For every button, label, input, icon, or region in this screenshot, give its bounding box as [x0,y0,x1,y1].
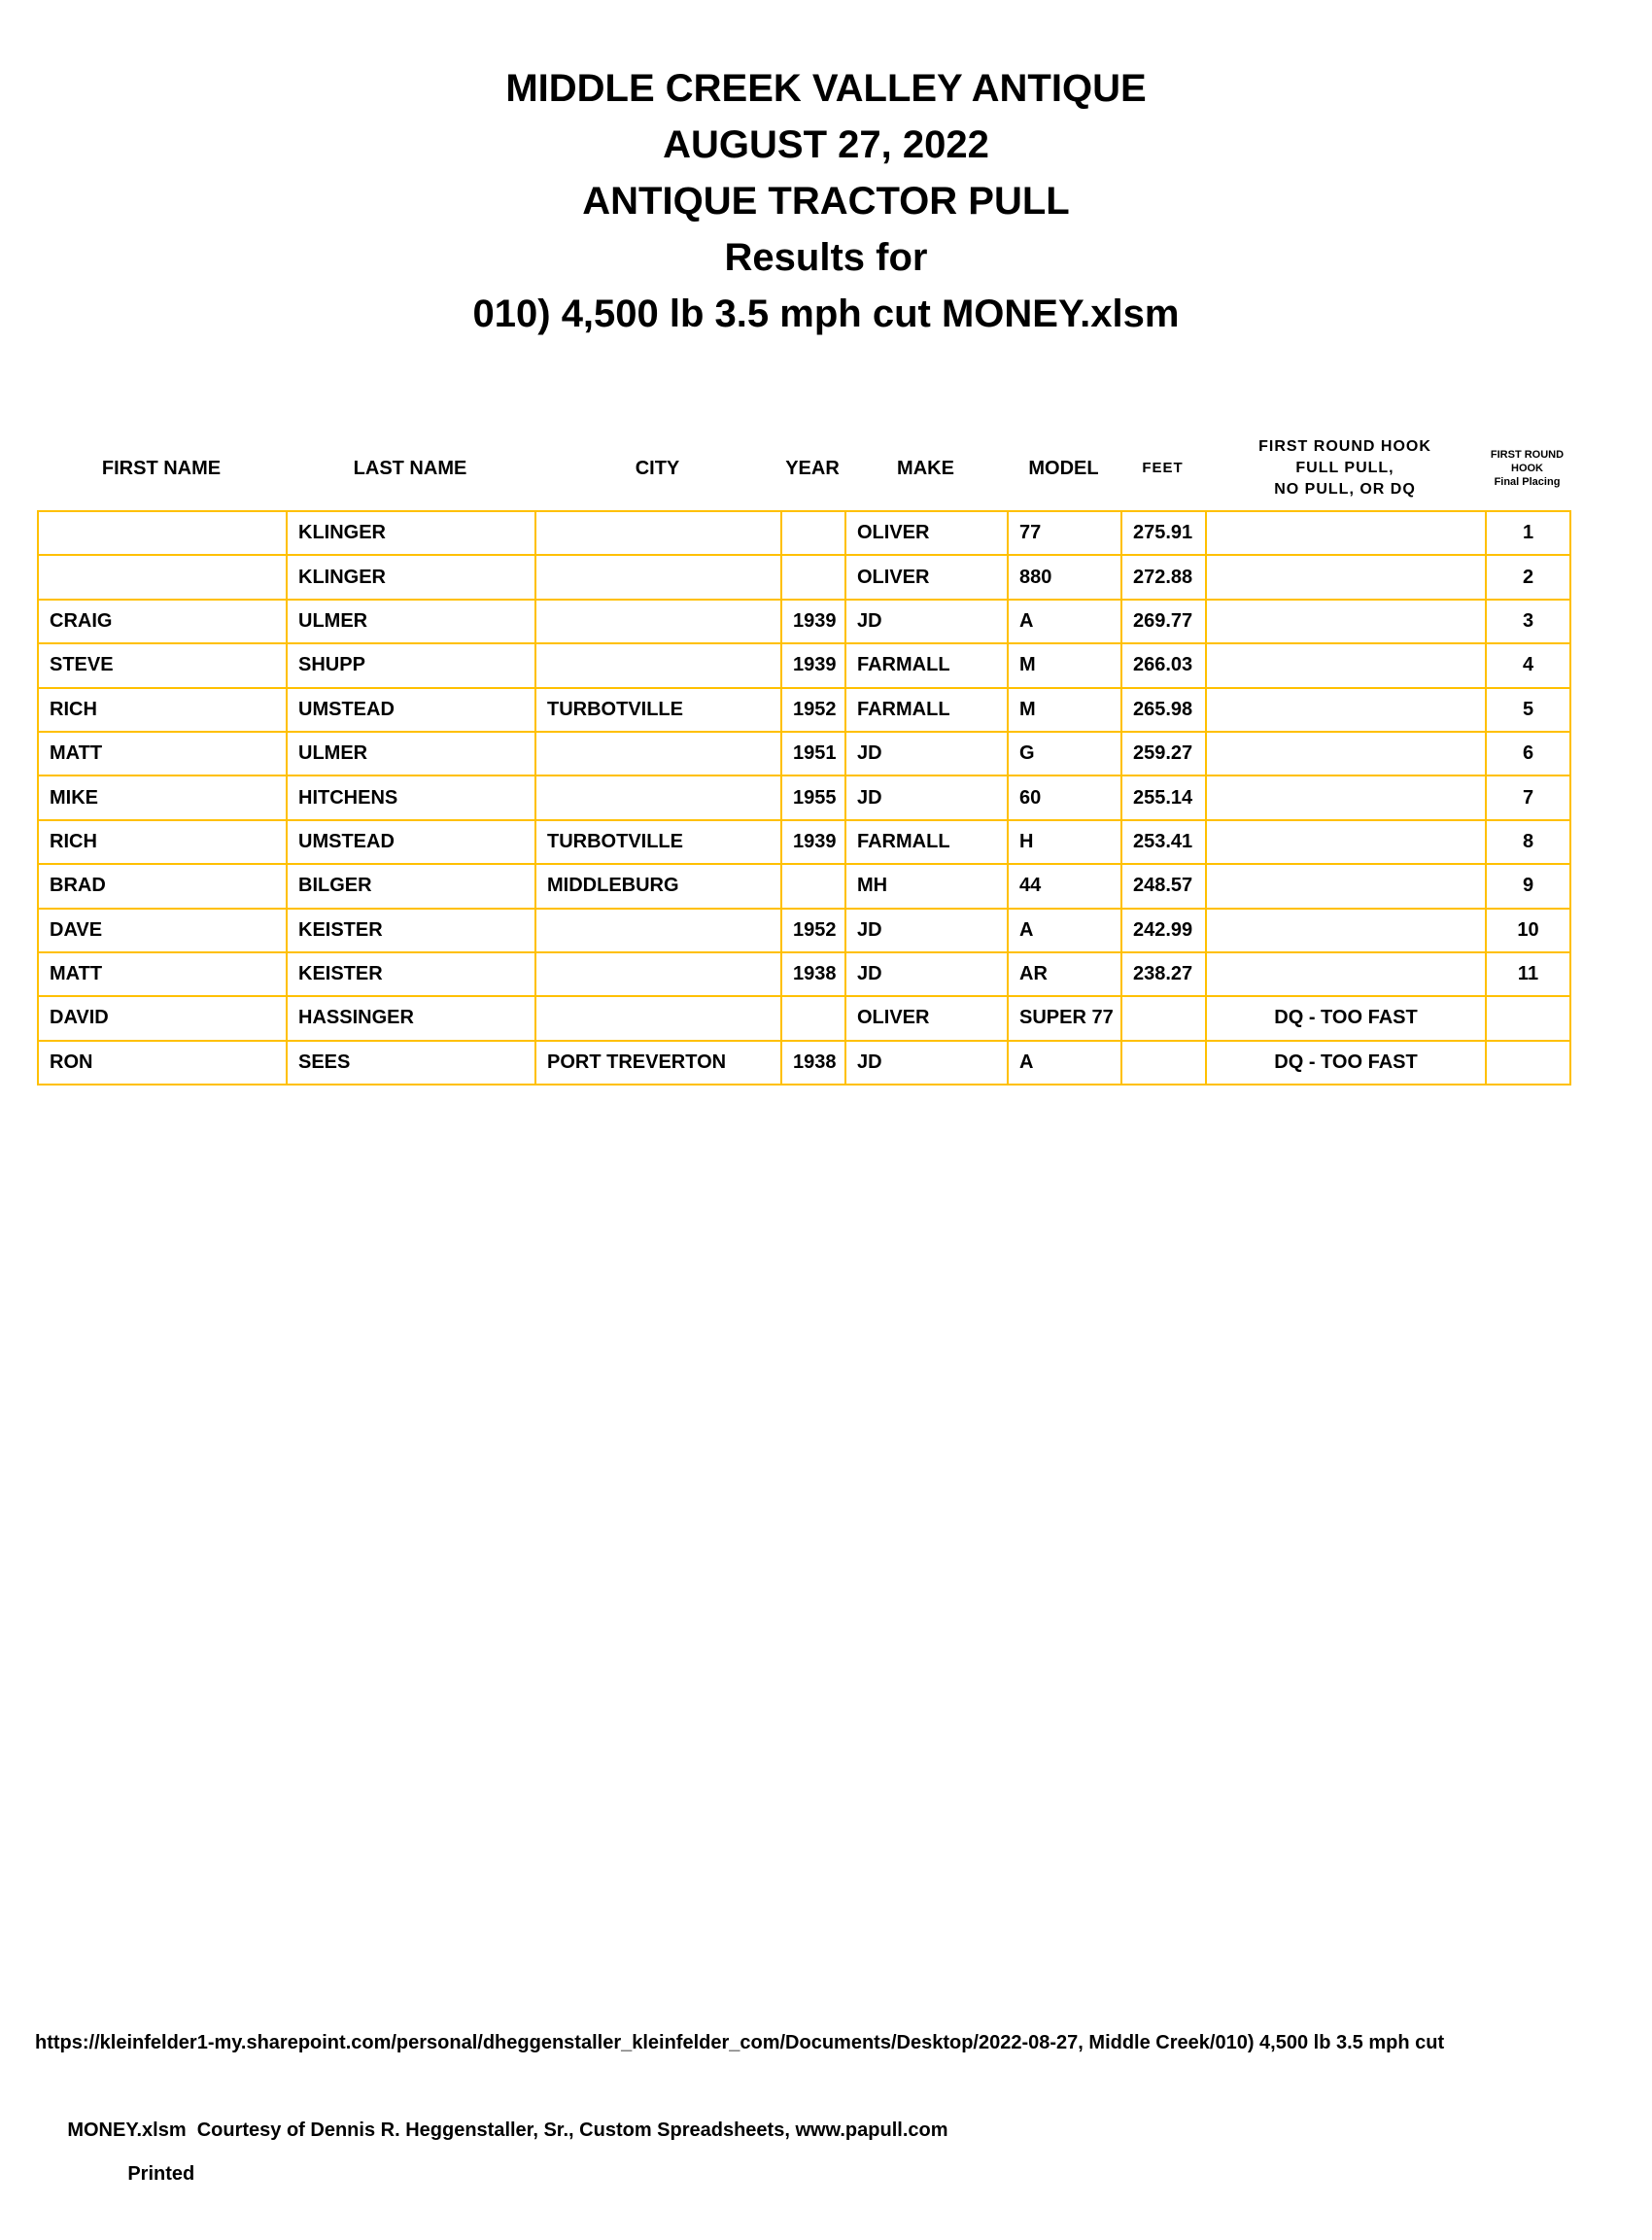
event-type: ANTIQUE TRACTOR PULL [582,180,1070,223]
cell-model: A [1008,600,1121,643]
cell-feet: 248.57 [1121,864,1206,908]
cell-last-name: ULMER [287,600,535,643]
results-for-label: Results for [724,236,928,279]
cell-first-round-hook [1206,864,1486,908]
cell-year: 1952 [781,909,845,952]
cell-final-placing: 7 [1486,775,1570,819]
cell-first-round-hook [1206,688,1486,732]
col-header-first-name: FIRST NAME [101,457,222,479]
table-row [38,909,1570,952]
table-row [38,820,1570,864]
cell-final-placing: 9 [1486,864,1570,908]
results-table-body [38,511,1570,1085]
table-row [38,952,1570,996]
cell-model: 77 [1008,511,1121,555]
cell-city: PORT TREVERTON [535,1041,781,1085]
cell-first-round-hook [1206,820,1486,864]
cell-make: OLIVER [845,511,1008,555]
cell-year: 1938 [781,1041,845,1085]
table-row [38,643,1570,687]
table-row [38,600,1570,643]
cell-city: TURBOTVILLE [535,820,781,864]
event-title: MIDDLE CREEK VALLEY ANTIQUE [505,67,1147,110]
cell-year: 1939 [781,600,845,643]
document-footer [35,2021,1629,2240]
cell-city [535,775,781,819]
cell-make: OLIVER [845,555,1008,599]
cell-first-round-hook [1206,909,1486,952]
cell-model: M [1008,688,1121,732]
results-table-header [37,426,1569,510]
cell-final-placing: 8 [1486,820,1570,864]
cell-city [535,511,781,555]
cell-first-round-hook [1206,732,1486,775]
table-row [38,996,1570,1040]
cell-city: TURBOTVILLE [535,688,781,732]
cell-year: 1939 [781,820,845,864]
table-row [38,511,1570,555]
cell-first-round-hook [1206,600,1486,643]
cell-first-name: MIKE [38,775,287,819]
cell-model: AR [1008,952,1121,996]
cell-model: H [1008,820,1121,864]
cell-first-round-hook [1206,775,1486,819]
cell-year: 1939 [781,643,845,687]
cell-first-round-hook [1206,555,1486,599]
col-header-model: MODEL [1028,457,1099,479]
cell-make: FARMALL [845,688,1008,732]
footer-credit-text: MONEY.xlsm Courtesy of Dennis R. Heggenstaller, Sr., Custom Spreadsheets, www.papull.com [67,2119,948,2141]
placing-header-line3: Final Placing [1494,475,1561,488]
cell-final-placing: 11 [1486,952,1570,996]
cell-feet: 265.98 [1121,688,1206,732]
class-file-name: 010) 4,500 lb 3.5 mph cut MONEY.xlsm [472,293,1180,335]
cell-feet [1121,996,1206,1040]
cell-first-name: DAVID [38,996,287,1040]
placing-header-line2: HOOK [1511,462,1543,474]
results-table [37,510,1571,1086]
cell-make: FARMALL [845,820,1008,864]
footer-file-path: https://kleinfelder1-my.sharepoint.com/personal/dheggenstaller_kleinfelder_com/Documents/Desktop/2022-08-27, Middle Creek/010) 4,500 lb 3.5 mph cut [35,2032,1445,2053]
cell-make: FARMALL [845,643,1008,687]
hook-header-line2: FULL PULL, [1295,459,1394,476]
table-row [38,555,1570,599]
placing-header-line1: FIRST ROUND [1490,448,1565,461]
cell-make: JD [845,600,1008,643]
col-header-make: MAKE [897,457,954,479]
cell-final-placing: 4 [1486,643,1570,687]
cell-feet: 253.41 [1121,820,1206,864]
cell-first-name: DAVE [38,909,287,952]
cell-first-name: MATT [38,732,287,775]
cell-model: SUPER 77 [1008,996,1121,1040]
cell-year [781,511,845,555]
cell-first-name [38,511,287,555]
cell-first-name: RICH [38,688,287,732]
cell-final-placing: 6 [1486,732,1570,775]
cell-final-placing: 10 [1486,909,1570,952]
table-row [38,732,1570,775]
cell-final-placing [1486,1041,1570,1085]
event-date: AUGUST 27, 2022 [663,123,989,166]
cell-model: G [1008,732,1121,775]
cell-make: JD [845,1041,1008,1085]
cell-make: JD [845,952,1008,996]
cell-first-name: RICH [38,820,287,864]
col-header-last-name: LAST NAME [353,457,467,479]
cell-city [535,600,781,643]
cell-first-name: BRAD [38,864,287,908]
cell-city [535,643,781,687]
cell-make: JD [845,732,1008,775]
cell-year: 1951 [781,732,845,775]
cell-year [781,996,845,1040]
col-header-first-round-hook [1205,436,1485,500]
cell-final-placing: 5 [1486,688,1570,732]
col-header-final-placing [1485,448,1569,489]
cell-first-name: RON [38,1041,287,1085]
cell-final-placing: 1 [1486,511,1570,555]
cell-make: MH [845,864,1008,908]
col-header-city: CITY [635,457,680,479]
cell-feet: 272.88 [1121,555,1206,599]
cell-first-round-hook [1206,643,1486,687]
cell-last-name: UMSTEAD [287,688,535,732]
cell-feet: 269.77 [1121,600,1206,643]
cell-last-name: SHUPP [287,643,535,687]
cell-final-placing: 3 [1486,600,1570,643]
cell-year [781,555,845,599]
footer-printed-label: Printed [127,2163,195,2185]
cell-feet: 255.14 [1121,775,1206,819]
cell-last-name: HITCHENS [287,775,535,819]
cell-model: M [1008,643,1121,687]
cell-year: 1955 [781,775,845,819]
cell-model: A [1008,1041,1121,1085]
table-row [38,688,1570,732]
col-header-feet: FEET [1142,459,1184,476]
hook-header-line1: FIRST ROUND HOOK [1258,437,1431,455]
cell-last-name: UMSTEAD [287,820,535,864]
cell-first-round-hook [1206,952,1486,996]
cell-city [535,555,781,599]
cell-final-placing [1486,996,1570,1040]
document-title-block [0,60,1652,342]
cell-feet: 275.91 [1121,511,1206,555]
table-row [38,1041,1570,1085]
cell-feet: 238.27 [1121,952,1206,996]
cell-last-name: KLINGER [287,555,535,599]
cell-last-name: KEISTER [287,909,535,952]
table-row [38,775,1570,819]
cell-make: JD [845,909,1008,952]
cell-feet: 259.27 [1121,732,1206,775]
cell-make: JD [845,775,1008,819]
cell-city [535,952,781,996]
cell-city [535,996,781,1040]
cell-first-name: CRAIG [38,600,287,643]
cell-feet: 266.03 [1121,643,1206,687]
cell-model: 60 [1008,775,1121,819]
cell-final-placing: 2 [1486,555,1570,599]
cell-last-name: KEISTER [287,952,535,996]
cell-make: OLIVER [845,996,1008,1040]
cell-feet [1121,1041,1206,1085]
cell-city [535,909,781,952]
cell-last-name: ULMER [287,732,535,775]
cell-year: 1952 [781,688,845,732]
cell-last-name: HASSINGER [287,996,535,1040]
cell-model: 44 [1008,864,1121,908]
col-header-year: YEAR [785,457,840,479]
cell-city: MIDDLEBURG [535,864,781,908]
cell-last-name: KLINGER [287,511,535,555]
cell-model: 880 [1008,555,1121,599]
cell-feet: 242.99 [1121,909,1206,952]
cell-first-round-hook [1206,511,1486,555]
hook-header-line3: NO PULL, OR DQ [1274,480,1416,498]
cell-first-name [38,555,287,599]
cell-model: A [1008,909,1121,952]
cell-first-round-hook: DQ - TOO FAST [1206,996,1486,1040]
cell-first-round-hook: DQ - TOO FAST [1206,1041,1486,1085]
cell-last-name: SEES [287,1041,535,1085]
footer-credit-line [35,2065,1629,2240]
results-table-section [37,426,1569,1086]
cell-last-name: BILGER [287,864,535,908]
cell-year [781,864,845,908]
table-row [38,864,1570,908]
cell-first-name: STEVE [38,643,287,687]
cell-city [535,732,781,775]
cell-year: 1938 [781,952,845,996]
cell-first-name: MATT [38,952,287,996]
